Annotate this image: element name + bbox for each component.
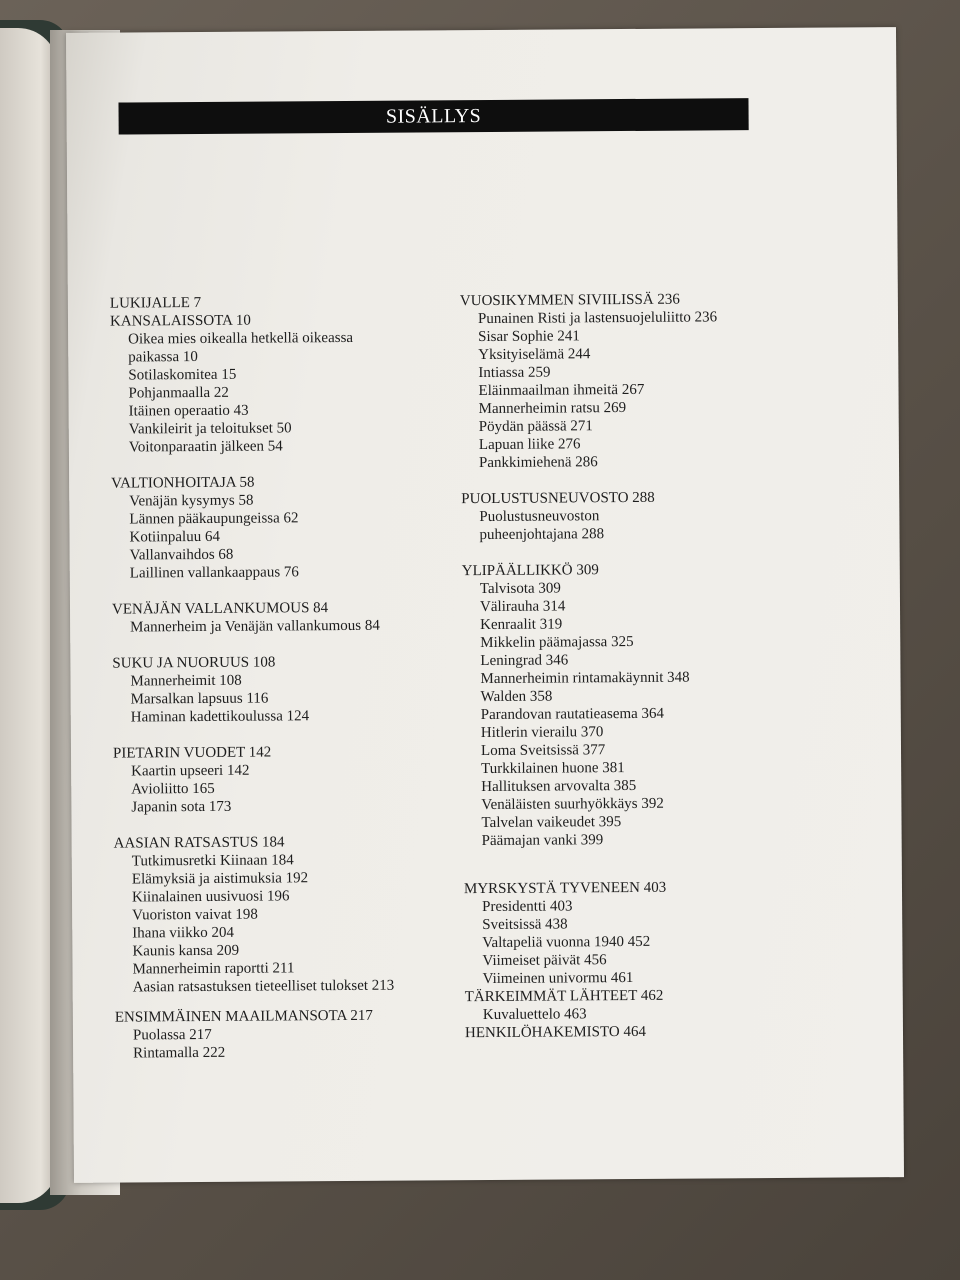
toc-subsection-entry: Mikkelin päämajassa 325 [480, 633, 634, 652]
toc-subsection-entry: Sveitsissä 438 [482, 916, 568, 934]
toc-chapter-entry: ENSIMMÄINEN MAAILMANSOTA 217 [114, 1007, 373, 1026]
toc-chapter-entry: VUOSIKYMMEN SIVIILISSÄ 236 [459, 291, 680, 310]
toc-subsection-entry: Kuvaluettelo 463 [482, 1006, 587, 1024]
toc-subsection-entry: puheenjohtajana 288 [479, 526, 605, 544]
toc-subsection-entry: Eläinmaailman ihmeitä 267 [478, 381, 645, 400]
toc-subsection-entry: Parandovan rautatieasema 364 [480, 705, 665, 724]
toc-subsection-entry: Talvelan vaikeudet 395 [481, 814, 622, 832]
contents-left-column [110, 292, 475, 1062]
toc-chapter-entry: VENÄJÄN VALLANKUMOUS 84 [111, 600, 329, 618]
toc-subsection-entry: Venäläisten suurhyökkäys 392 [481, 795, 664, 814]
toc-subsection-entry: Vallanvaihdos 68 [129, 546, 234, 564]
toc-chapter-entry: HENKILÖHAKEMISTO 464 [464, 1023, 647, 1042]
toc-subsection-entry: Sotilaskomitea 15 [128, 366, 237, 384]
toc-subsection-entry: Välirauha 314 [479, 598, 566, 616]
toc-subsection-entry: Mannerheimit 108 [130, 672, 242, 690]
toc-subsection-entry: Kaunis kansa 209 [132, 942, 240, 960]
toc-chapter-entry: LUKIJALLE 7 [109, 294, 202, 312]
toc-subsection-entry: Mannerheimin ratsu 269 [478, 400, 627, 418]
toc-subsection-entry: Hitlerin vierailu 370 [480, 724, 604, 742]
toc-chapter-entry: KANSALAISSOTA 10 [109, 312, 251, 330]
toc-subsection-entry: Lännen pääkaupungeissa 62 [129, 510, 299, 528]
toc-subsection-entry: Haminan kadettikoulussa 124 [130, 708, 310, 726]
toc-subsection-entry: Tutkimusretki Kiinaan 184 [131, 852, 294, 870]
toc-subsection-entry: Mannerheimin raportti 211 [132, 960, 295, 978]
toc-chapter-entry: TÄRKEIMMÄT LÄHTEET 462 [464, 987, 664, 1006]
toc-subsection-entry: Kaartin upseeri 142 [131, 762, 250, 780]
toc-subsection-entry: Laillinen vallankaappaus 76 [129, 564, 299, 582]
contents-title-bar [118, 98, 748, 134]
toc-chapter-entry: PIETARIN VUODET 142 [112, 744, 272, 762]
toc-subsection-entry: Elämyksiä ja aistimuksia 192 [131, 870, 309, 888]
toc-subsection-entry: Vankileirit ja teloitukset 50 [128, 420, 292, 438]
toc-subsection-entry: Yksityiselämä 244 [478, 346, 591, 364]
toc-subsection-entry: Presidentti 403 [482, 898, 573, 916]
contents-page [66, 27, 904, 1183]
toc-chapter-entry: YLIPÄÄLLIKKÖ 309 [461, 562, 599, 580]
toc-subsection-entry: Walden 358 [480, 688, 553, 706]
toc-subsection-entry: Valtapeliä vuonna 1940 452 [482, 933, 651, 952]
toc-subsection-entry: Voitonparaatin jälkeen 54 [128, 438, 283, 456]
toc-subsection-entry: Mannerheim ja Venäjän vallankumous 84 [130, 617, 380, 636]
toc-subsection-entry: Lapuan liike 276 [478, 436, 581, 454]
contents-right-column [460, 290, 825, 1042]
toc-subsection-entry: Kotiinpaluu 64 [129, 528, 220, 546]
toc-subsection-entry: Oikea mies oikealla hetkellä oikeassa [128, 329, 354, 348]
toc-chapter-entry: VALTIONHOITAJA 58 [111, 474, 255, 492]
toc-chapter-entry: AASIAN RATSASTUS 184 [113, 834, 285, 852]
toc-subsection-entry: Turkkilainen huone 381 [481, 760, 625, 778]
toc-subsection-entry: Marsalkan lapsuus 116 [130, 690, 269, 708]
toc-subsection-entry: Rintamalla 222 [133, 1044, 226, 1062]
toc-subsection-entry: Leningrad 346 [480, 652, 569, 670]
toc-subsection-entry: Päämajan vanki 399 [481, 832, 604, 850]
toc-subsection-entry: Kenraalit 319 [480, 616, 563, 634]
toc-subsection-entry: Puolassa 217 [132, 1026, 212, 1044]
toc-subsection-entry: Kiinalainen uusivuosi 196 [131, 888, 290, 906]
toc-subsection-entry: Pohjanmaalla 22 [128, 384, 229, 402]
toc-subsection-entry: Avioliitto 165 [131, 780, 215, 798]
toc-subsection-entry: Sisar Sophie 241 [478, 328, 580, 346]
toc-subsection-entry: Ihana viikko 204 [132, 924, 234, 942]
toc-subsection-entry: Vuoriston vaivat 198 [132, 906, 258, 924]
toc-subsection-entry: paikassa 10 [128, 348, 198, 366]
toc-chapter-entry: MYRSKYSTÄ TYVENEEN 403 [463, 879, 667, 898]
toc-subsection-entry: Loma Sveitsissä 377 [480, 742, 606, 760]
toc-subsection-entry: Itäinen operaatio 43 [128, 402, 249, 420]
toc-subsection-entry: Pöydän päässä 271 [478, 418, 593, 436]
contents-title: SISÄLLYS [385, 104, 482, 128]
toc-subsection-entry: Japanin sota 173 [131, 798, 232, 816]
toc-subsection-entry: Pankkimiehenä 286 [478, 454, 598, 472]
toc-subsection-entry: Viimeiset päivät 456 [482, 952, 607, 970]
toc-subsection-entry: Venäjän kysymys 58 [129, 492, 254, 510]
toc-subsection-entry: Puolustusneuvoston [479, 508, 600, 526]
toc-subsection-entry: Intiassa 259 [478, 364, 551, 382]
toc-subsection-entry: Aasian ratsastuksen tieteelliset tulokset 213 [132, 977, 395, 996]
toc-subsection-entry: Talvisota 309 [479, 580, 561, 598]
toc-chapter-entry: SUKU JA NUORUUS 108 [112, 654, 276, 672]
toc-subsection-entry: Mannerheimin rintamakäynnit 348 [480, 669, 690, 688]
toc-chapter-entry: PUOLUSTUSNEUVOSTO 288 [461, 489, 655, 508]
toc-subsection-entry: Hallituksen arvovalta 385 [481, 777, 637, 796]
toc-subsection-entry: Punainen Risti ja lastensuojeluliitto 236 [477, 309, 718, 328]
toc-subsection-entry: Viimeinen univormu 461 [482, 969, 634, 988]
